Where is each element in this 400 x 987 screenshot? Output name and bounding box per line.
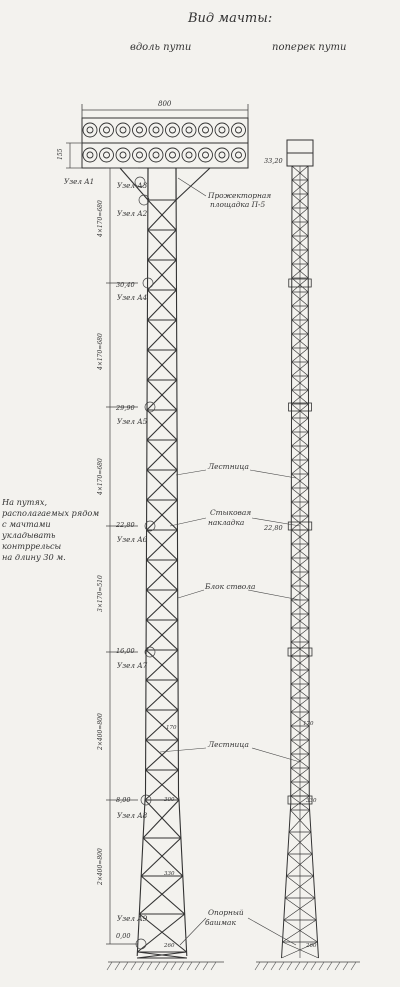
lamp-core bbox=[153, 127, 159, 133]
lamp-core bbox=[170, 152, 176, 158]
lamp bbox=[149, 148, 163, 162]
lamp-core bbox=[236, 152, 242, 158]
lamp bbox=[83, 123, 97, 137]
node-a9: Узел А9 bbox=[117, 914, 148, 923]
callout-ladder-2: Лестница bbox=[208, 740, 249, 749]
width-300: 300 bbox=[164, 797, 175, 803]
callout-block: Блок ствола bbox=[205, 582, 256, 591]
node-a7: Узел А7 bbox=[117, 661, 148, 670]
side-note-line-3: на длину 30 м. bbox=[2, 552, 66, 562]
lamp-core bbox=[137, 127, 143, 133]
side-view-head bbox=[287, 140, 313, 166]
node-a2: Узел А2 bbox=[117, 209, 148, 218]
elev-22-80: 22,80 bbox=[116, 521, 135, 529]
mast-side-view bbox=[282, 166, 319, 958]
ground-hatch bbox=[107, 962, 356, 970]
elev-right-22-80: 22,80 bbox=[264, 524, 283, 532]
elev-33-20: 33,20 bbox=[264, 157, 283, 165]
dim-seg3: 4×170=680 bbox=[97, 458, 104, 495]
lamp-core bbox=[104, 152, 110, 158]
lamp bbox=[133, 123, 147, 137]
dim-seg4: 3×170=510 bbox=[97, 575, 104, 612]
lamp bbox=[166, 123, 180, 137]
lamp-core bbox=[153, 152, 159, 158]
lamp-core bbox=[219, 127, 225, 133]
dim-seg2: 4×170=680 bbox=[97, 333, 104, 370]
view-along-label: вдоль пути bbox=[130, 42, 192, 53]
lamp bbox=[182, 123, 196, 137]
projector-head bbox=[82, 118, 248, 168]
width-330: 330 bbox=[164, 871, 175, 877]
node-a4: Узел А4 bbox=[117, 293, 148, 302]
lamp-core bbox=[186, 152, 192, 158]
lamp-core bbox=[120, 127, 126, 133]
side-note bbox=[2, 497, 102, 563]
node-a1: Узел А1 bbox=[64, 177, 95, 186]
lamp-core bbox=[120, 152, 126, 158]
node-a3: Узел А3 bbox=[117, 181, 148, 190]
callout-shoe-2: башмак bbox=[205, 918, 236, 927]
node-a6: Узел А6 bbox=[117, 535, 148, 544]
head-height-dimension bbox=[66, 143, 82, 168]
side-note-line-2: укладывать контррельсы bbox=[2, 530, 62, 551]
callout-ladder-1: Лестница bbox=[208, 462, 249, 471]
node-a8: Узел А8 bbox=[117, 811, 148, 820]
lamp bbox=[215, 148, 229, 162]
callout-platform-2: площадка П-5 bbox=[210, 200, 266, 209]
callout-splice-2: накладка bbox=[208, 518, 245, 527]
lamp bbox=[182, 148, 196, 162]
lamp bbox=[116, 148, 130, 162]
lamp bbox=[149, 123, 163, 137]
callout-platform-1: Прожекторная bbox=[208, 191, 272, 200]
lamp bbox=[100, 148, 114, 162]
lamp bbox=[232, 148, 246, 162]
dim-seg1: 4×170=680 bbox=[97, 200, 104, 237]
lamp bbox=[199, 148, 213, 162]
callout-splice-1: Стыковая bbox=[210, 508, 252, 517]
lamp-core bbox=[87, 127, 93, 133]
right-width-330: 330 bbox=[306, 798, 317, 804]
lamp-core bbox=[203, 127, 209, 133]
node-a5: Узел А5 bbox=[117, 417, 148, 426]
lamp bbox=[166, 148, 180, 162]
lamp bbox=[100, 123, 114, 137]
dim-seg6: 2×400=800 bbox=[97, 848, 104, 885]
lamp-core bbox=[170, 127, 176, 133]
elev-16-00: 16,00 bbox=[116, 647, 135, 655]
lamp-core bbox=[219, 152, 225, 158]
elev-29-90: 29,90 bbox=[116, 404, 135, 412]
lamp bbox=[232, 123, 246, 137]
width-260: 260 bbox=[164, 943, 175, 949]
view-across-label: поперек пути bbox=[272, 42, 347, 53]
lamp-core bbox=[87, 152, 93, 158]
lamp bbox=[199, 123, 213, 137]
right-width-260: 260 bbox=[306, 943, 317, 949]
drawing-title: Вид мачты: bbox=[188, 11, 273, 26]
elev-0-00: 0,00 bbox=[116, 932, 131, 940]
lamp bbox=[133, 148, 147, 162]
width-170: 170 bbox=[166, 725, 177, 731]
top-width-text: 800 bbox=[158, 100, 172, 108]
lamp-core bbox=[104, 127, 110, 133]
dim-seg5: 2×400=800 bbox=[97, 713, 104, 750]
lamp bbox=[215, 123, 229, 137]
lamp-core bbox=[137, 152, 143, 158]
lamp bbox=[116, 123, 130, 137]
side-note-line-1: На путях, располагаемых рядом с мачтами bbox=[2, 497, 100, 529]
elev-30-40: 30,40 bbox=[116, 281, 135, 289]
elev-8-00: 8,00 bbox=[116, 796, 131, 804]
lamp-core bbox=[203, 152, 209, 158]
right-width-170: 170 bbox=[303, 721, 314, 727]
lamp bbox=[83, 148, 97, 162]
lamp-core bbox=[236, 127, 242, 133]
lamp-core bbox=[186, 127, 192, 133]
head-height-text: 155 bbox=[57, 148, 64, 160]
callout-shoe-1: Опорный bbox=[208, 908, 244, 917]
